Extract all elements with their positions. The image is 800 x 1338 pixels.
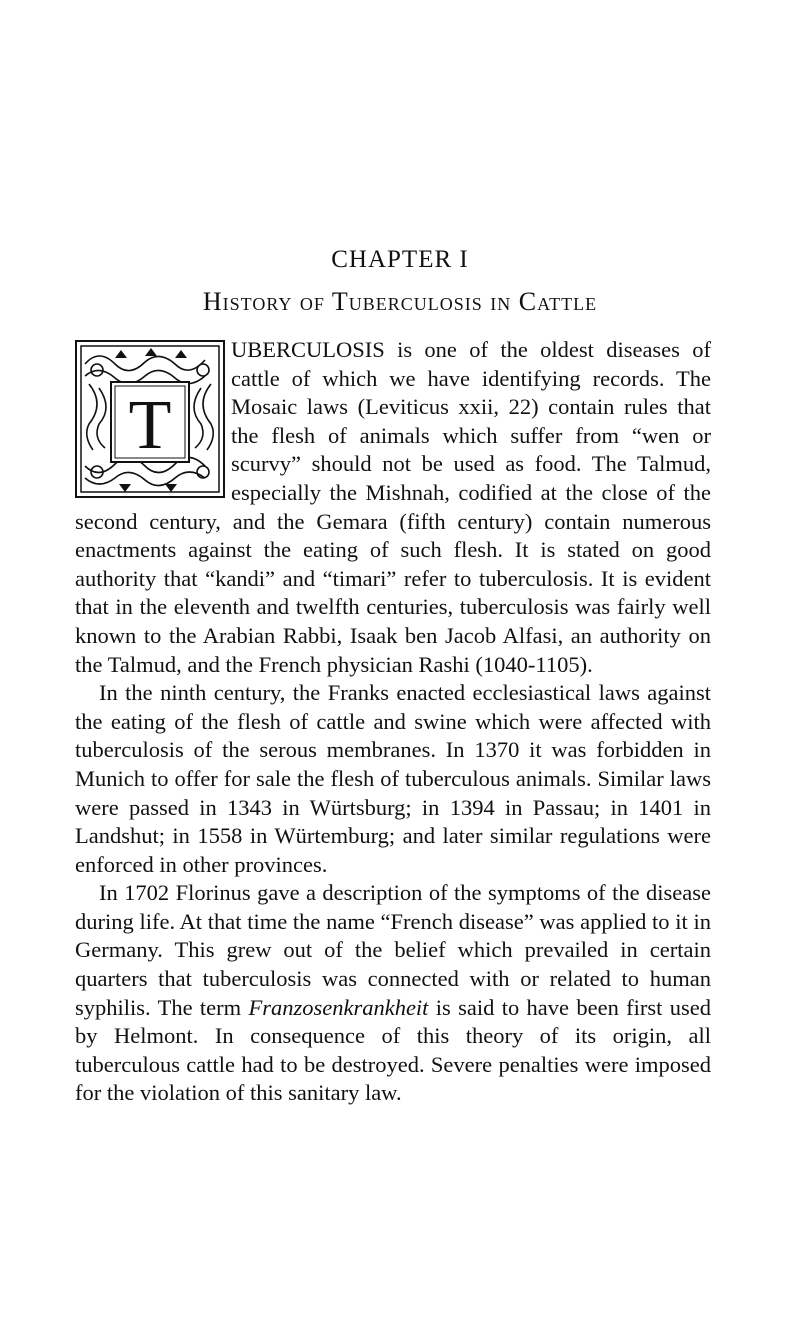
body-text bbox=[75, 336, 711, 1108]
paragraph-3-text-b: is said to have been first used by Helmont. In consequence of this theory of its origin, all tuberculous cattle had to be destroyed. Severe penalties were imposed for the violation of this sanitary law. bbox=[75, 994, 711, 1106]
chapter-title: History of Tuberculosis in Cattle bbox=[202, 287, 598, 316]
paragraph-3 bbox=[75, 879, 711, 1108]
paragraph-3-text-a: In 1702 Florinus gave a description of the symptoms of the disease during life. At that time the name “French disease” was applied to it in Germany. This grew out of the belief which prevailed in certain quarters that tuberculosis was connected with or related to human syphilis. The term bbox=[75, 880, 711, 1020]
ornamental-dropcap bbox=[75, 340, 225, 498]
paragraph-2: In the ninth century, the Franks enacted ecclesiastical laws against the eating of the flesh of cattle and swine which were affected with tuberculosis of the serous membranes. In 1370 it was forbidden in Munich to offer for sale the flesh of tuberculous animals. Similar laws were passed in 1343 in Würtsburg; in 1394 in Passau; in 1401 in Landshut; in 1558 in Würtemburg; and later similar regulations were enforced in other provinces. bbox=[75, 680, 711, 877]
paragraph-3-italic-term: Franzosenkrankheit bbox=[248, 994, 429, 1020]
paragraph-1: UBERCULOSIS is one of the oldest diseases of cattle of which we have identifying records. The Mosaic laws (Leviticus xxii, 22) contain rules that the flesh of animals which suffer from “wen or scurvy” should not be used as food. The Talmud, especially the Mishnah, codified at the close of the second century, and the Gemara (fifth century) contain numerous enactments against the eating of such flesh. It is stated on good authority that “kandi” and “timari” refer to tuberculosis. It is evident that in the eleventh and twelfth centuries, tuberculosis was fairly well known to the Arabian Rabbi, Isaak ben Jacob Alfasi, an authority on the Talmud, and the French physician Rashi (1040-1105). bbox=[75, 337, 711, 677]
dropcap-letter: T bbox=[128, 387, 172, 464]
chapter-label: CHAPTER I bbox=[331, 246, 469, 273]
